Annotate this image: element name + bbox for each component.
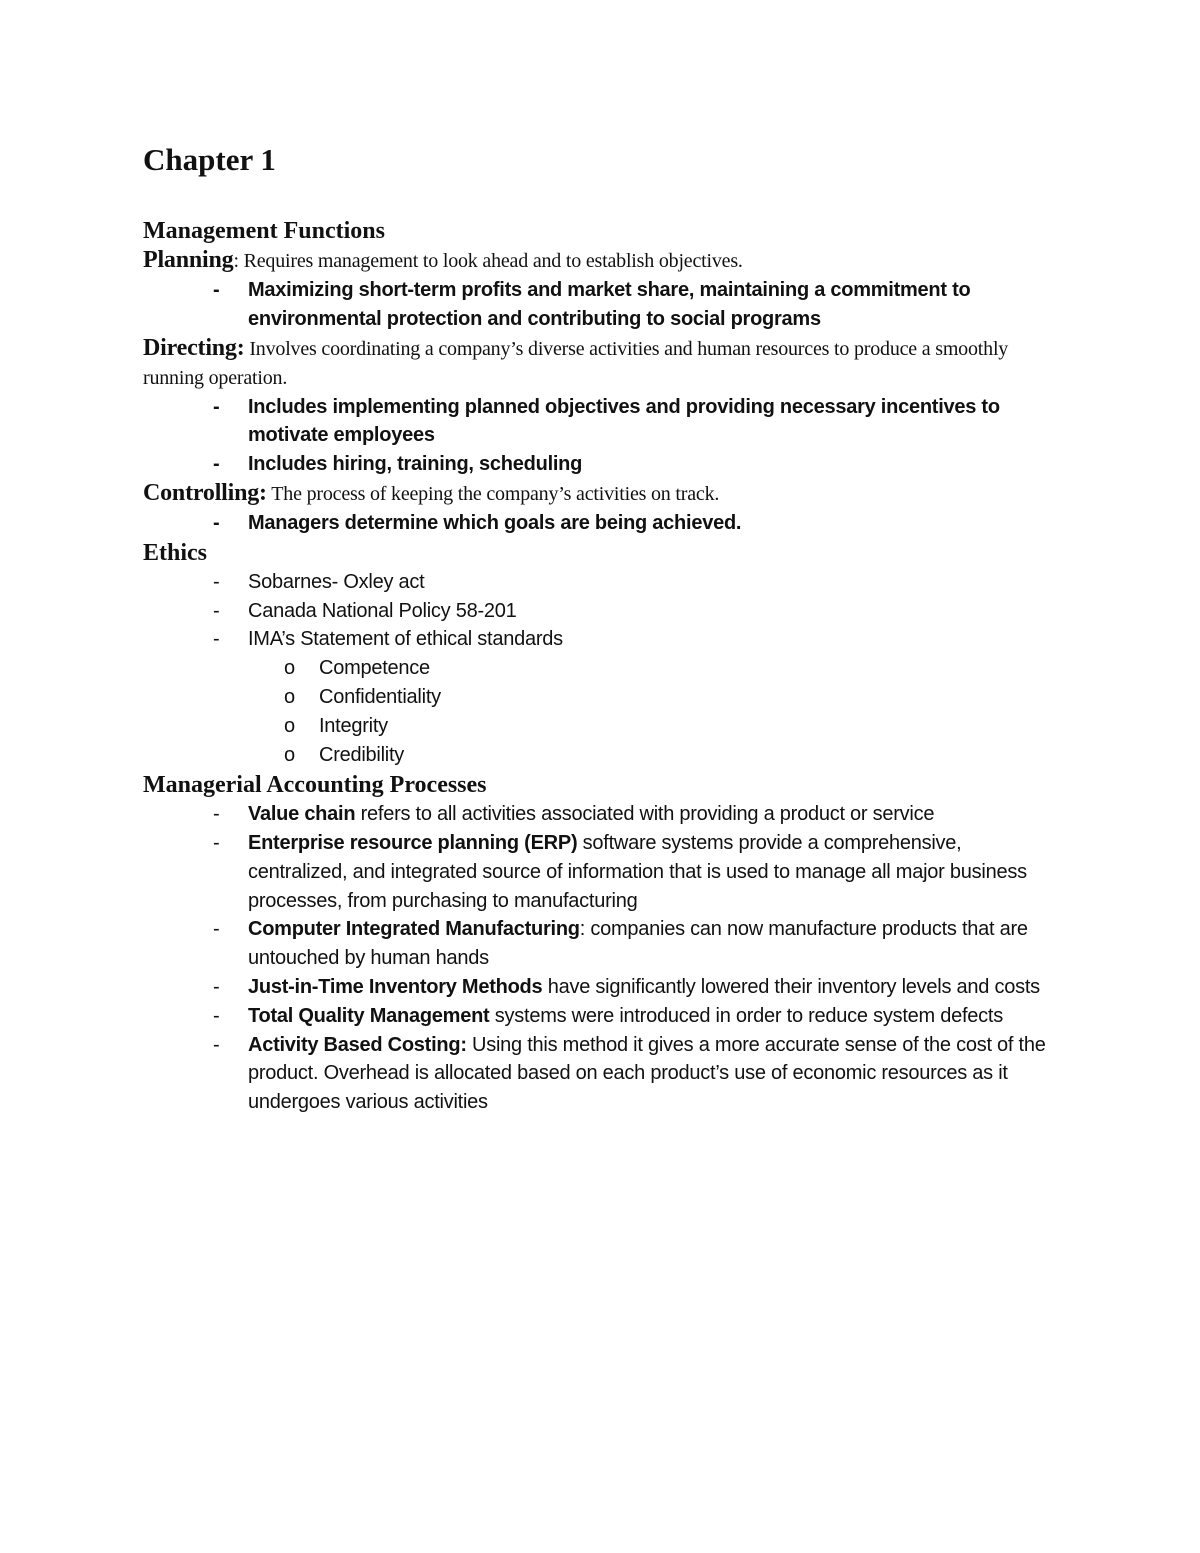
process-text: have significantly lowered their inventory levels and costs [542, 975, 1040, 998]
process-text: systems were introduced in order to reduce system defects [489, 1004, 1003, 1027]
list-item: - Maximizing short-term profits and market share, maintaining a commitment to environmental protection and contributing to social programs [143, 276, 1063, 334]
process-term: Computer Integrated Manufacturing [248, 918, 580, 941]
process-term: Value chain [248, 803, 356, 826]
process-term: Enterprise resource planning (ERP) [248, 831, 578, 854]
list-item [143, 829, 1063, 915]
process-text: refers to all activities associated with providing a product or service [355, 803, 935, 826]
chapter-title: Chapter 1 [143, 142, 276, 177]
directing-definition: Involves coordinating a company’s diverse activities and human resources to produce a smoothly running operation. [143, 337, 1009, 389]
planning-definition: : Requires management to look ahead and to establish objectives. [233, 250, 743, 272]
controlling-term: Controlling: [143, 479, 267, 506]
processes-list [143, 800, 1063, 1117]
planning-bullets [143, 276, 1063, 334]
list-item [143, 1031, 1063, 1117]
list-item: - IMA’s Statement of ethical standards [143, 625, 1063, 654]
directing-bullets [143, 393, 1063, 479]
list-item: o Integrity [143, 712, 1063, 741]
list-item: o Credibility [143, 741, 1063, 770]
list-item: - Sobarnes- Oxley act [143, 568, 1063, 597]
list-item: - Includes implementing planned objectives and providing necessary incentives to motivate employees [143, 393, 1063, 451]
process-term: Activity Based Costing: [248, 1033, 467, 1056]
ethics-heading: Ethics [143, 539, 208, 566]
ethics-bullets [143, 568, 1063, 654]
directing-term: Directing: [143, 334, 245, 361]
list-item [143, 915, 1063, 973]
list-item: o Competence [143, 654, 1063, 683]
process-term: Just-in-Time Inventory Methods [248, 975, 543, 998]
controlling-paragraph [143, 479, 1063, 509]
list-item [143, 800, 1063, 829]
list-item [143, 973, 1063, 1002]
list-item: - Canada National Policy 58-201 [143, 597, 1063, 626]
list-item: - Includes hiring, training, scheduling [143, 450, 1063, 479]
list-item [143, 1002, 1063, 1031]
process-term: Total Quality Management [248, 1004, 490, 1027]
controlling-definition: The process of keeping the company’s activities on track. [266, 482, 720, 505]
process-text: software systems provide a comprehensive, centralized, and integrated source of information that is used to manage all major business processes, from purchasing to manufacturing [248, 831, 1027, 912]
document-body [143, 216, 1063, 1117]
planning-term: Planning [143, 247, 234, 273]
management-functions-heading: Management Functions [143, 218, 385, 244]
process-text: Using this method it gives a more accurate sense of the cost of the product. Overhead is allocated based on each product’s use of economic resources as it undergoes various activities [248, 1033, 1046, 1114]
list-item: o Confidentiality [143, 683, 1063, 712]
planning-paragraph [143, 246, 1063, 276]
controlling-bullets [143, 509, 1063, 538]
list-item: - Managers determine which goals are being achieved. [143, 509, 1063, 538]
ethical-standards-list [143, 654, 1063, 770]
processes-heading: Managerial Accounting Processes [143, 772, 487, 799]
process-text: : companies can now manufacture products that are untouched by human hands [248, 918, 1028, 970]
directing-paragraph [143, 334, 1063, 393]
